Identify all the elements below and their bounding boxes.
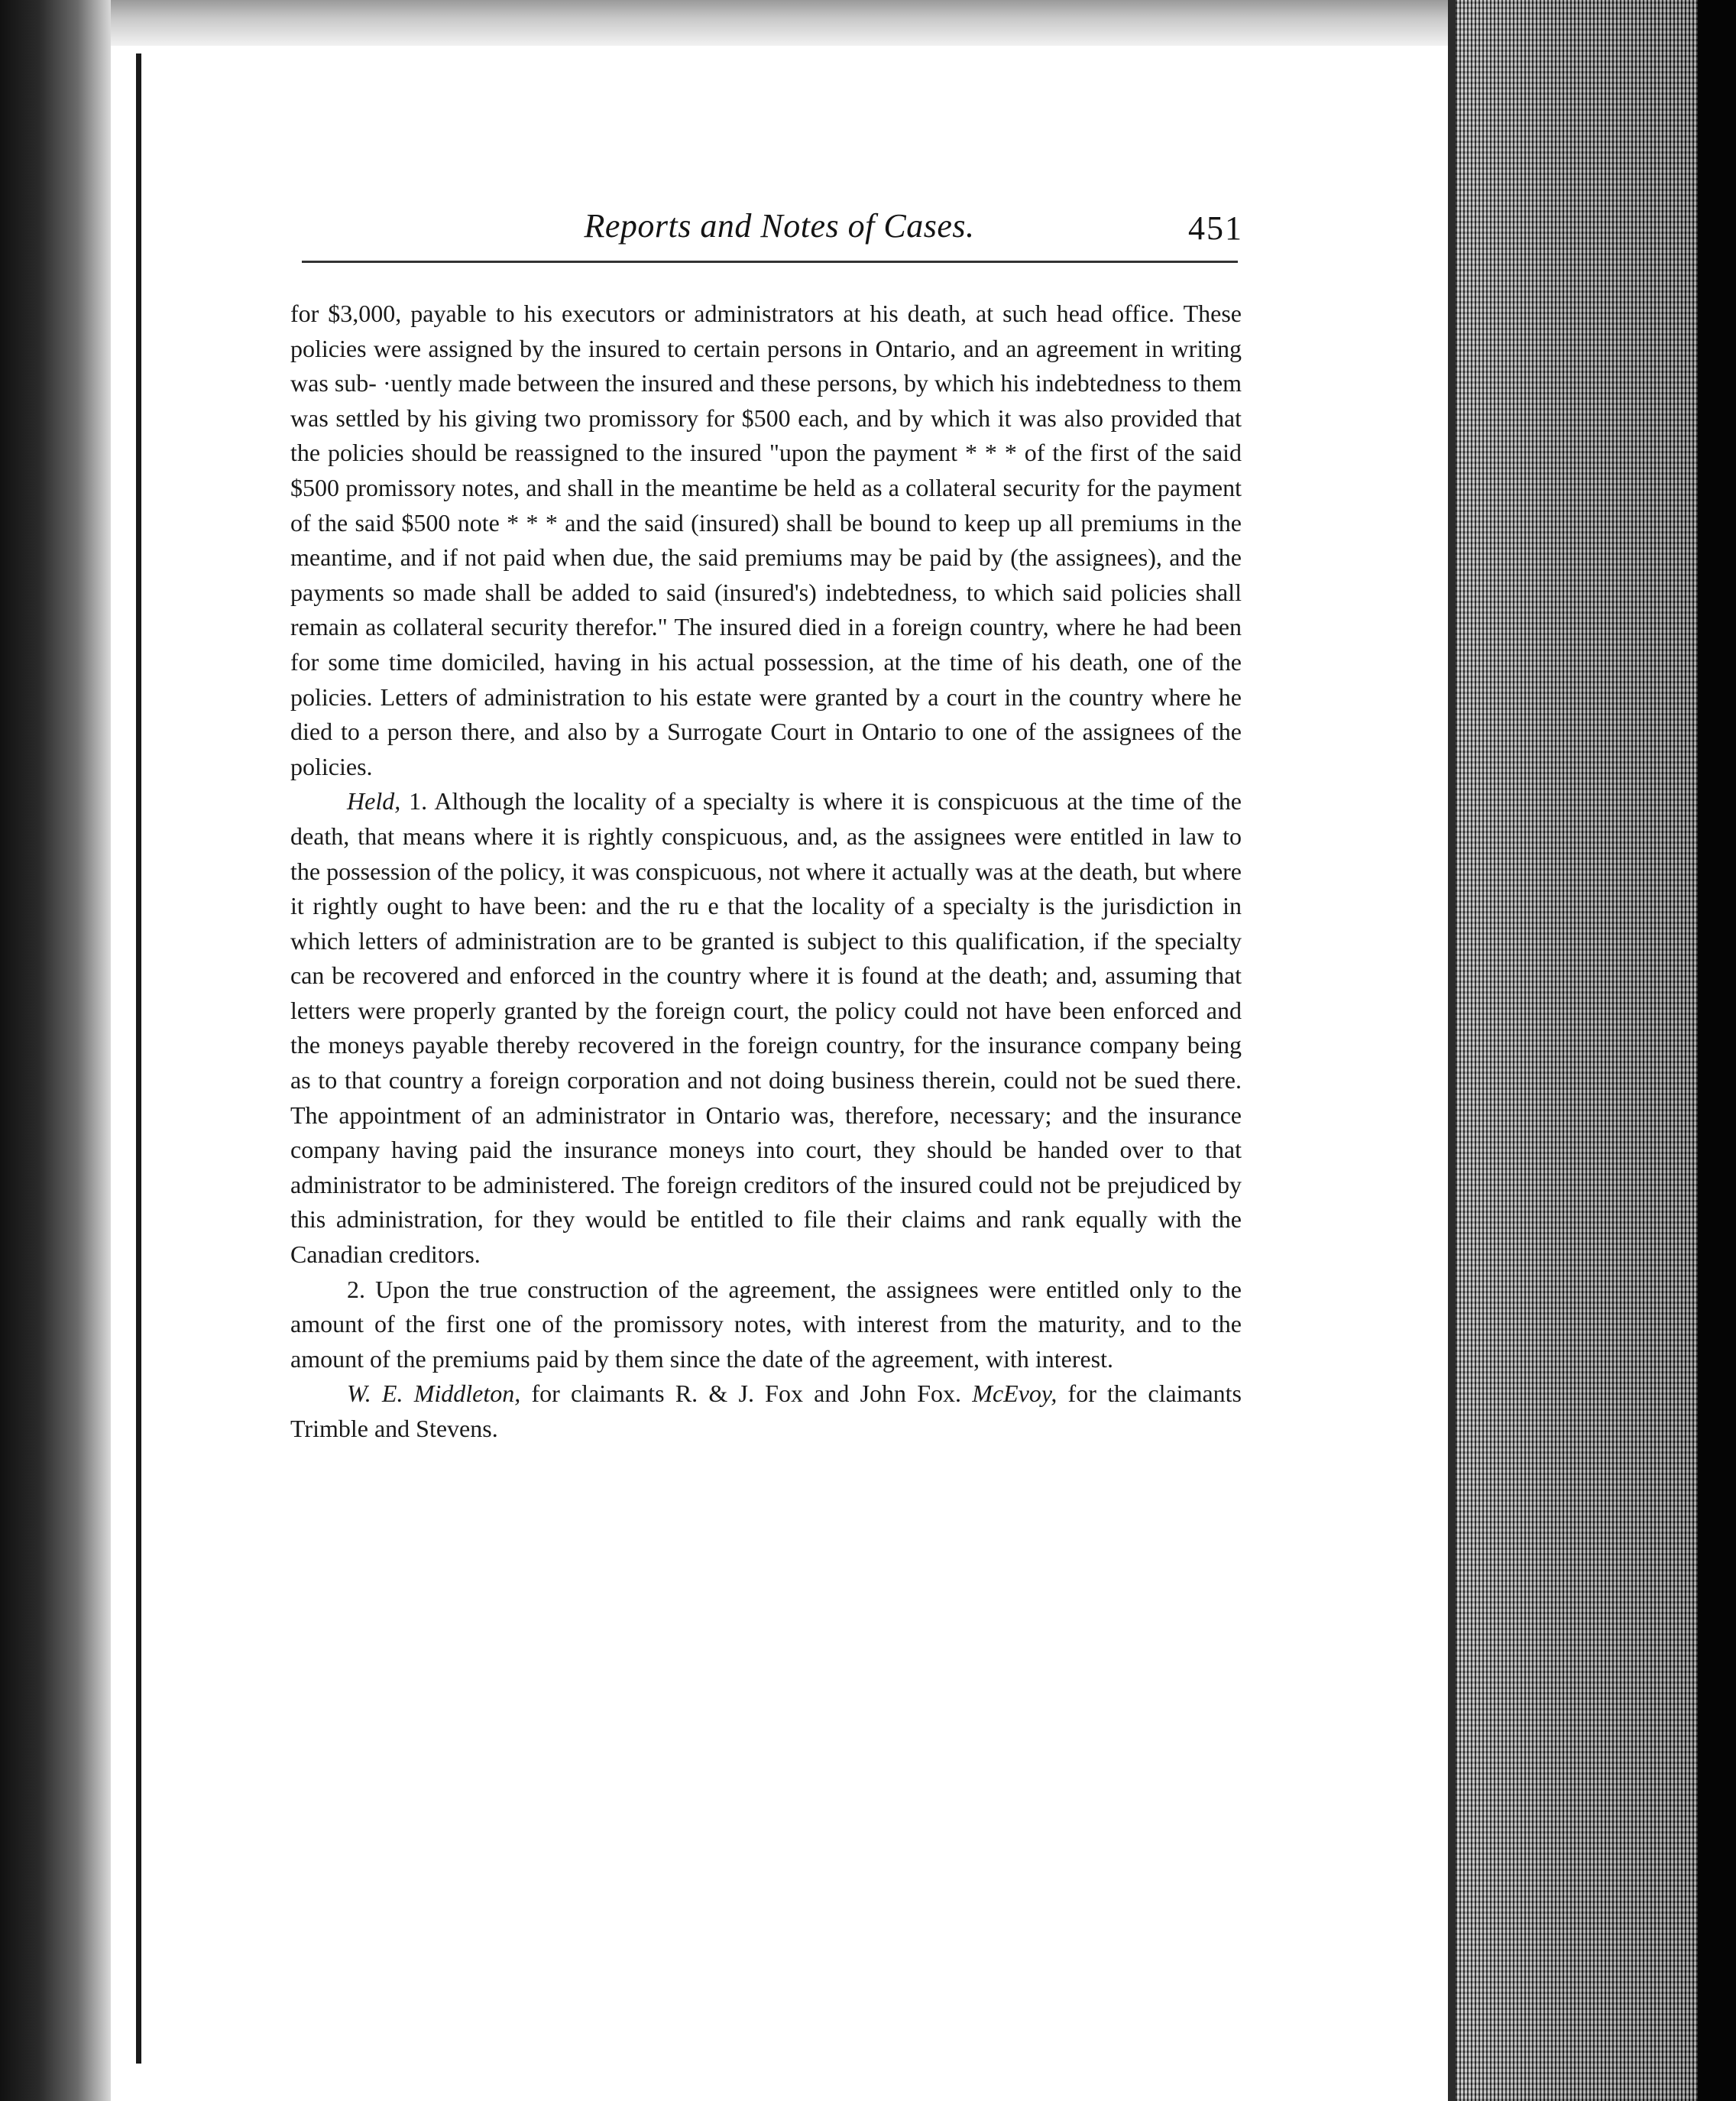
paragraph-counsel <box>290 1376 1242 1446</box>
running-head-title: Reports and Notes of Cases. <box>584 207 975 245</box>
held-text: 1. Although the locality of a specialty is where it is conspicuous at the time of the death, that means where it is rightly conspicuous, and, as the assignees were entitled in law to the possession of the policy, it was conspicuous, not where it actually was at the death, but where it rightly ought to have been: and the ru e that the locality of a specialty is the jurisdiction in which letters of administration are to be granted is subject to this qualification, if the specialty can be recovered and enforced in the country where it is found at the death; and, assuming that letters were properly granted by the foreign court, the policy could not have been enforced and the moneys payable thereby recovered in the foreign country, for the insurance company being as to that country a foreign corporation and not doing business therein, could not be sued there. The appointment of an administrator in Ontario was, therefore, necessary; and the insurance company having paid the insurance moneys into court, they should be handed over to that administrator to be administered. The foreign creditors of the insured could not be prejudiced by this administration, for they would be entitled to file their claims and rank equally with the Canadian creditors. <box>290 787 1242 1269</box>
paragraph-facts: for $3,000, payable to his executors or administrators at his death, at such head office. These policies were assigned by the insured to certain persons in Ontario, and an agreement in writing was sub- ·uently made between the insured and these persons, by which his indebtedness to them was settled by his giving two promissory for $500 each, and by which it was also provided that the policies should be reassigned to the insured "upon the payment * * * of the first of the said $500 promissory notes, and shall in the meantime be held as a collateral security for the payment of the said $500 note * * * and the said (insured) shall be bound to keep up all premiums in the meantime, and if not paid when due, the said premiums may be paid by (the assignees), and the payments so made shall be added to said (insured's) indebtedness, to which said policies shall remain as collateral security therefor." The insured died in a foreign country, where he had been for some time domiciled, having in his actual possession, at the time of his death, one of the policies. Letters of administration to his estate were granted by a court in the country where he died to a person there, and also by a Surrogate Court in Ontario to one of the assignees of the policies. <box>290 300 1242 780</box>
counsel-1-name: W. E. Middleton, <box>347 1380 521 1408</box>
counsel-2-text: for the claimants Trimble and Stevens. <box>290 1380 1242 1442</box>
scan-left-page-edge <box>136 53 141 2064</box>
scan-right-dark-edge <box>1698 0 1736 2101</box>
body-text <box>290 297 1242 1447</box>
held-label: Held, <box>347 787 401 815</box>
counsel-2-name: McEvoy, <box>972 1380 1057 1408</box>
paragraph-construction: 2. Upon the true construction of the agreement, the assignees were entitled only to the amount of the first one of the promissory notes, with interest from the maturity, and to the amount of the premiums paid by them since the date of the agreement, with interest. <box>290 1275 1242 1373</box>
counsel-1-text: for claimants R. & J. Fox and John Fox. <box>531 1380 962 1408</box>
scan-right-border <box>1456 0 1736 2101</box>
scan-left-border <box>0 0 111 2101</box>
header-rule <box>302 261 1238 263</box>
page-number: 451 <box>1188 209 1243 247</box>
paragraph-held <box>290 784 1242 1272</box>
